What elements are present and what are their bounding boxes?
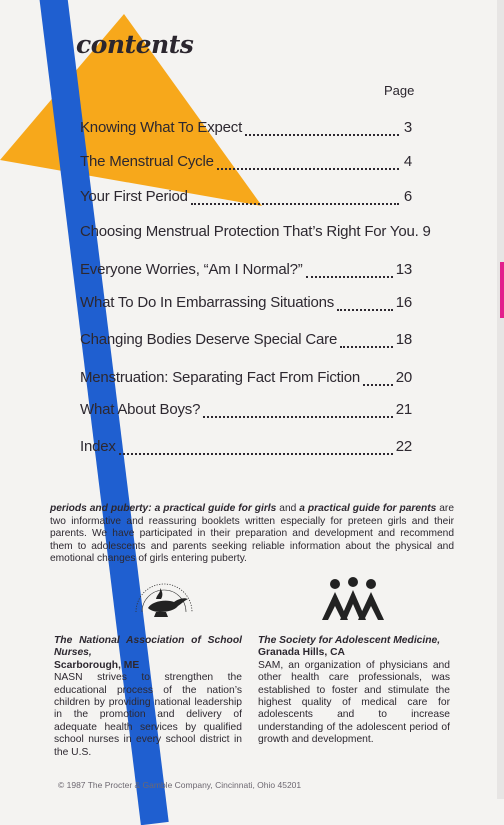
sam-text: SAM, an organization of physicians and other health care professionals, was established to foster and stimulate the highest quality of medical care for adolescents and to increase understanding of the adolescent period of growth and development.	[258, 659, 450, 746]
nasn-description	[54, 635, 242, 759]
toc-entry-page: 16	[395, 294, 412, 311]
toc-entry[interactable]	[80, 368, 412, 390]
toc-leader-dots	[306, 264, 393, 278]
toc-leader-dots	[337, 297, 393, 311]
toc-entry-page: 3	[403, 119, 412, 136]
toc-entry-title: Index	[80, 438, 116, 455]
toc-leader-dots	[340, 334, 393, 348]
sam-location: Granada Hills, CA	[258, 647, 345, 659]
toc-entry[interactable]	[80, 260, 412, 282]
toc-entry-page: 20	[395, 369, 412, 386]
toc-entry-page: 13	[395, 261, 412, 278]
intro-conjunction: and	[276, 503, 300, 514]
toc-entry-title: Changing Bodies Deserve Special Care	[80, 331, 338, 348]
toc-entry-title: The Menstrual Cycle	[80, 153, 214, 170]
toc-leader-dots	[203, 404, 392, 418]
toc-entry[interactable]	[80, 187, 412, 209]
toc-entry-title: Your First Period	[80, 188, 188, 205]
toc-entry[interactable]	[80, 330, 412, 352]
toc-entry-title: Choosing Menstrual Protection That’s Right For You.	[80, 223, 419, 240]
toc-entry-title: Menstruation: Separating Fact From Fiction	[80, 369, 361, 386]
toc-entry-page: 6	[403, 188, 412, 205]
toc-leader-dots	[363, 372, 393, 386]
toc-entry-page: 22	[395, 438, 412, 455]
toc-entry-title: What About Boys?	[80, 401, 201, 418]
toc-entry-page: 18	[395, 331, 412, 348]
toc-leader-dots	[245, 122, 399, 136]
intro-paragraph	[50, 503, 454, 566]
book-title-girls: periods and puberty: a practical guide for girls	[50, 503, 277, 514]
toc-entry[interactable]	[80, 152, 412, 174]
nasn-name: The National Association of School Nurses,	[54, 635, 242, 659]
nasn-lamp-logo	[126, 568, 202, 628]
toc-entry[interactable]	[80, 293, 412, 315]
toc-entry-title: Knowing What To Expect	[80, 119, 243, 136]
toc-entry-page: 9	[422, 223, 431, 240]
nasn-text: NASN strives to strengthen the educational process of the nation’s children by providing national leadership in the promotion and delivery of adequate health services by qualified school nurses in every school district in the U.S.	[54, 672, 242, 758]
toc-entry-page: 21	[395, 401, 412, 418]
toc-entry[interactable]	[80, 118, 412, 140]
toc-leader-dots	[217, 156, 399, 170]
book-title-parents: a practical guide for parents	[299, 503, 437, 514]
toc-entry[interactable]	[80, 222, 431, 244]
sam-figures-logo	[320, 576, 386, 620]
sam-name: The Society for Adolescent Medicine,	[258, 635, 441, 646]
page-title: contents	[76, 30, 194, 59]
sam-description	[258, 635, 450, 747]
toc-entry-title: Everyone Worries, “Am I Normal?”	[80, 261, 303, 278]
nasn-location: Scarborough, ME	[54, 659, 140, 671]
copyright-footer: © 1987 The Procter & Gamble Company, Cincinnati, Ohio 45201	[58, 780, 302, 790]
toc-leader-dots	[119, 441, 393, 455]
toc-entry-page: 4	[403, 153, 412, 170]
toc-leader-dots	[191, 191, 399, 205]
page-column-header: Page	[384, 83, 415, 98]
toc-entry[interactable]	[80, 437, 412, 459]
intro-text: are two informative and reassuring booklets written especially for preteen girls and their parents. We have participated in their preparation and development and recommend them to adolescents and parents seeking reliable information about the physical and emotional changes of girls entering puberty.	[50, 503, 454, 564]
toc-entry-title: What To Do In Embarrassing Situations	[80, 294, 335, 311]
toc-entry[interactable]	[80, 400, 412, 422]
